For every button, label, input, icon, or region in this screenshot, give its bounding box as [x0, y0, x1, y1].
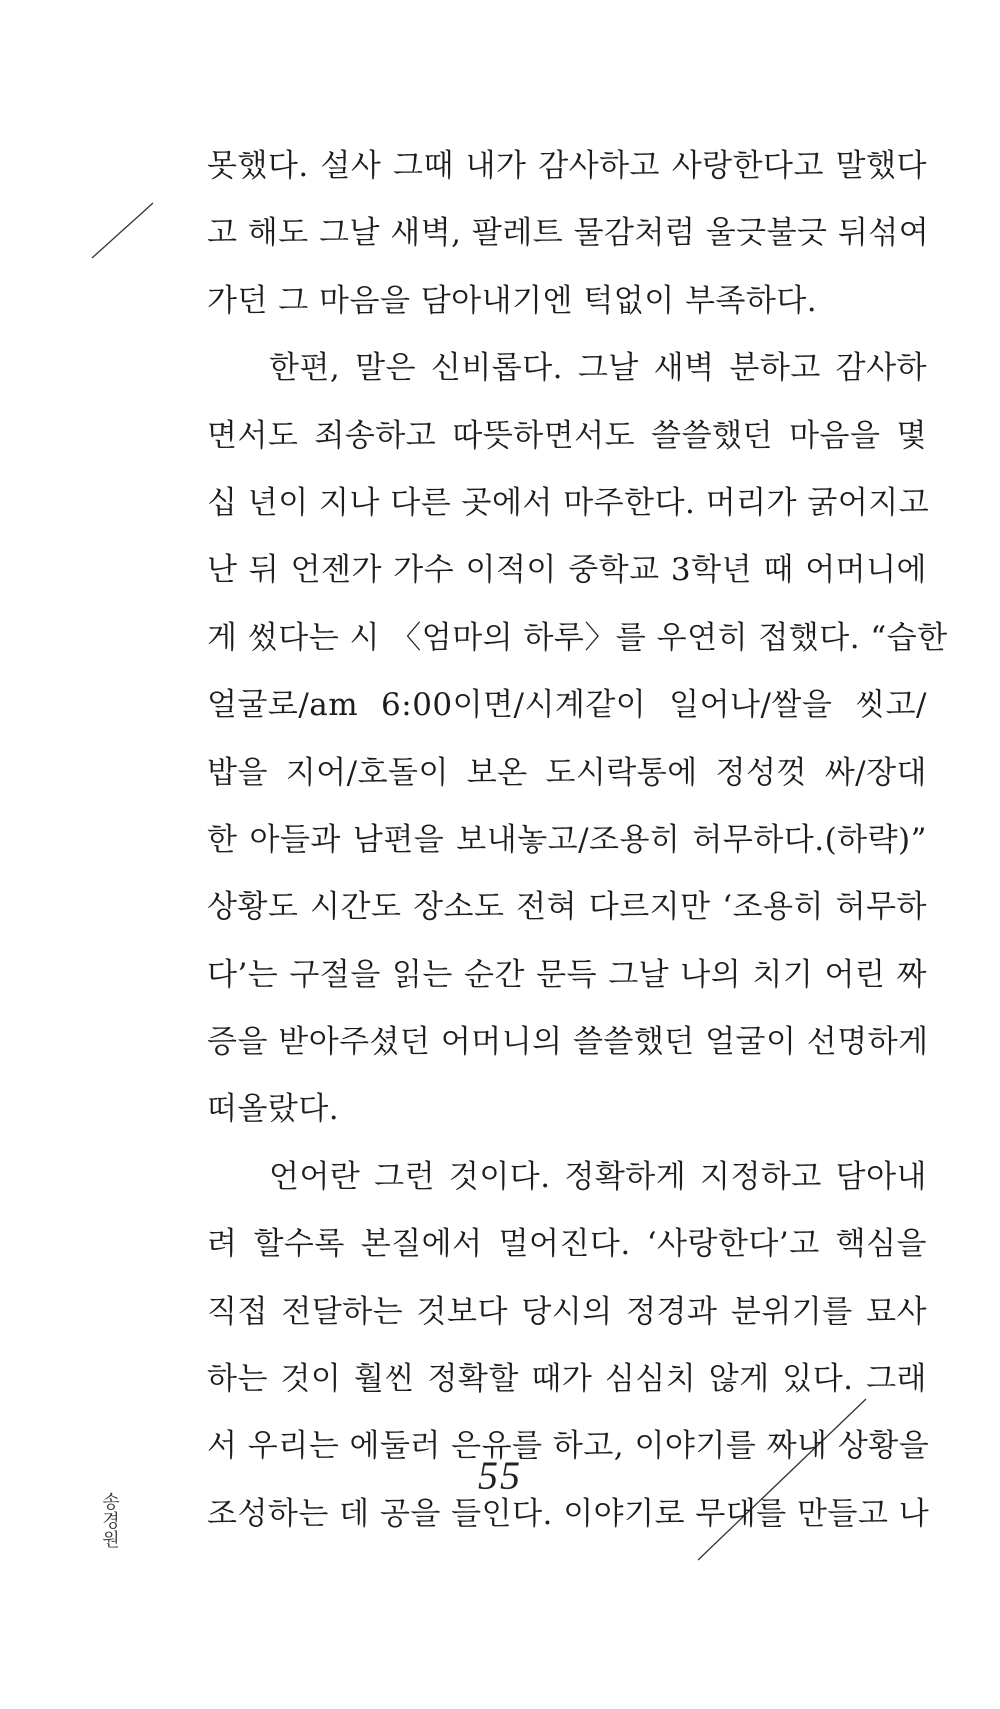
text-line: 밥을 지어/호돌이 보온 도시락통에 정성껏 싸/장대	[207, 754, 927, 791]
text-line: 상황도 시간도 장소도 전혀 다르지만 ‘조용히 허무하	[207, 889, 927, 926]
top-left-slash	[92, 203, 153, 258]
text-line: 서 우리는 에둘러 은유를 하고, 이야기를 짜내 상황을	[207, 1428, 930, 1465]
text-line: 증을 받아주셨던 어머니의 쓸쓸했던 얼굴이 선명하게	[207, 1024, 929, 1061]
page-number: 55	[478, 1453, 522, 1498]
text-line: 직접 전달하는 것보다 당시의 정경과 분위기를 묘사	[207, 1293, 927, 1330]
text-line: 면서도 죄송하고 따뜻하면서도 쓸쓸했던 마음을 몇	[207, 417, 927, 454]
text-line: 십 년이 지나 다른 곳에서 마주한다. 머리가 굵어지고	[207, 484, 930, 521]
text-line: 고 해도 그날 새벽, 팔레트 물감처럼 울긋불긋 뒤섞여	[207, 215, 930, 252]
text-line: 난 뒤 언젠가 가수 이적이 중학교 3학년 때 어머니에	[207, 552, 927, 589]
text-line: 한 아들과 남편을 보내놓고/조용히 허무하다.(하략)”	[207, 821, 927, 858]
text-line: 언어란 그런 것이다. 정확하게 지정하고 담아내	[269, 1158, 927, 1195]
text-line: 하는 것이 훨씬 정확할 때가 심심치 않게 있다. 그래	[207, 1361, 927, 1398]
body-text	[207, 133, 948, 1548]
text-line: 게 썼다는 시 〈엄마의 하루〉를 우연히 접했다. “습한	[207, 619, 948, 656]
text-line: 가던 그 마음을 담아내기엔 턱없이 부족하다.	[207, 282, 818, 319]
text-line: 려 할수록 본질에서 멀어진다. ‘사랑한다’고 핵심을	[207, 1226, 927, 1263]
text-line: 못했다. 설사 그때 내가 감사하고 사랑한다고 말했다	[207, 148, 927, 184]
text-line: 얼굴로/am 6:00이면/시계같이 일어나/쌀을 씻고/	[207, 687, 927, 724]
text-line: 떠올랐다.	[207, 1091, 340, 1128]
author-name: 송경원	[99, 1492, 120, 1549]
text-line: 한편, 말은 신비롭다. 그날 새벽 분하고 감사하	[269, 350, 927, 387]
text-line: 조성하는 데 공을 들인다. 이야기로 무대를 만들고 나	[207, 1495, 930, 1532]
text-line: 다’는 구절을 읽는 순간 문득 그날 나의 치기 어린 짜	[207, 956, 927, 993]
